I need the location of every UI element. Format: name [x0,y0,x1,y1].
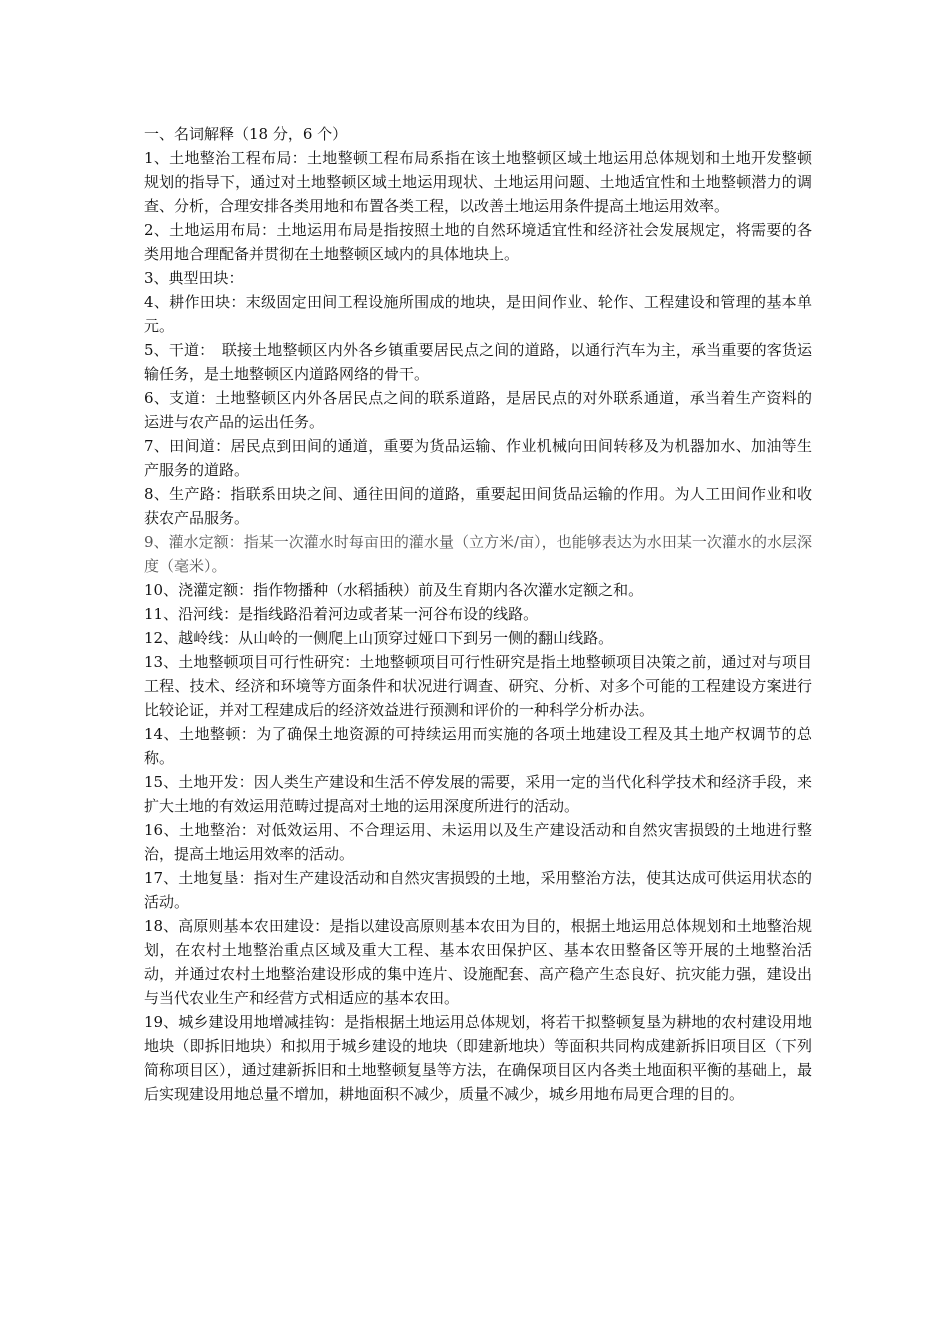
entry-number: 7、 [144,437,170,455]
entry-term: 田间道： [169,437,231,455]
entry-term: 灌水定额： [168,533,244,551]
entry-number: 3、 [144,269,169,287]
entry-term: 土地整顿项目可行性研究： [178,653,360,671]
entry-definition: 为了确保土地资源的可持续运用而实施的各项土地建设工程及其土地产权调节的总称。 [144,725,812,767]
definition-entry [144,266,812,290]
entry-number: 16、 [144,821,179,839]
entry-number: 1、 [144,149,170,167]
entry-number: 4、 [144,293,170,311]
entry-term: 生产路： [169,485,231,503]
entry-number: 2、 [144,221,170,239]
entry-definition: 是指以建设高原则基本农田为目的，根据土地运用总体规划和土地整治规划，在农村土地整治重点区域及重大工程、基本农田保护区、基本农田整备区等开展的土地整治活动，并通过农村土地整治建设形成的集中连片、设施配套、高产稳产生态良好、抗灾能力强，建设出与当代农业生产和经营方式相适应的基本农田。 [144,917,812,1007]
entry-term: 干道： [168,341,207,359]
entry-number: 15、 [144,773,179,791]
entry-term: 沿河线： [178,605,239,623]
entry-term: 土地复垦： [178,869,254,887]
definition-entry [144,818,812,866]
definition-entry [144,650,812,722]
entry-term: 典型田块： [168,269,244,287]
definition-entry [144,722,812,770]
entry-definition: 因人类生产建设和生活不停发展的需要，采用一定的当代化科学技术和经济手段，来扩大土地的有效运用范畴过提高对土地的运用深度所进行的活动。 [144,773,812,815]
definition-entry [144,914,812,1010]
entry-definition: 指联系田块之间、通往田间的道路，重要起田间货品运输的作用。为人工田间作业和收获农产品服务。 [144,485,812,527]
entry-number: 9、 [144,533,169,551]
entry-term: 城乡建设用地增减挂钩： [178,1013,345,1031]
definition-entry [144,434,812,482]
definition-entry [144,386,812,434]
entry-term: 土地整治： [179,821,257,839]
entry-definition: 从山岭的一侧爬上山顶穿过娅口下到另一侧的翻山线路。 [238,629,614,647]
entry-definition: 是指根据土地运用总体规划，将若干拟整顿复垦为耕地的农村建设用地地块（即拆旧地块）和拟用于城乡建设的地块（即建新地块）等面积共同构成建新拆旧项目区（下列简称项目区），通过建新拆旧和土地整顿复垦等方法，在确保项目区内各类土地面积平衡的基础上，最后实现建设用地总量不增加，耕地面积不减少，质量不减少，城乡用地布局更合理的目的。 [144,1013,812,1103]
entry-definition: 土地运用布局是指按照土地的自然环境适宜性和经济社会发展规定，将需要的各类用地合理配备并贯彻在土地整顿区域内的具体地块上。 [144,221,812,263]
definition-entry [144,218,812,266]
definition-entry [144,578,812,602]
entry-term: 耕作田块： [169,293,246,311]
entry-definition: 指对生产建设活动和自然灾害损毁的土地，采用整治方法，使其达成可供运用状态的活动。 [144,869,812,911]
entry-definition: 指作物播种（水稻插秧）前及生育期内各次灌水定额之和。 [253,581,644,599]
definition-entry [144,530,812,578]
entry-number: 19、 [144,1013,179,1031]
entry-definition: 指某一次灌水时每亩田的灌水量（立方米/亩），也能够表达为水田某一次灌水的水层深度（毫米）。 [144,533,812,575]
definition-entry [144,146,812,218]
entry-term: 高原则基本农田建设： [178,917,330,935]
entry-number: 5、 [144,341,169,359]
definition-entry [144,770,812,818]
entry-term: 支道： [169,389,216,407]
entry-definition: 对低效运用、不合理运用、未运用以及生产建设活动和自然灾害损毁的土地进行整治，提高土地运用效率的活动。 [144,821,812,863]
definition-entry [144,602,812,626]
definition-entry [144,866,812,914]
entry-term: 土地整顿： [179,725,257,743]
entry-definition: 土地整顿项目可行性研究是指土地整顿项目决策之前，通过对与项目工程、技术、经济和环境等方面条件和状况进行调查、研究、分析、对多个可能的工程建设方案进行比较论证，并对工程建成后的经济效益进行预测和评价的一种科学分析办法。 [144,653,812,719]
entry-number: 14、 [144,725,179,743]
entry-number: 6、 [144,389,170,407]
entry-number: 12、 [144,629,179,647]
entry-definition: 居民点到田间的通道，重要为货品运输、作业机械向田间转移及为机器加水、加油等生产服务的道路。 [144,437,812,479]
definition-entry [144,290,812,338]
definition-entry [144,626,812,650]
definition-entry [144,482,812,530]
entry-term: 越岭线： [178,629,239,647]
entry-term: 土地整治工程布局： [169,149,307,167]
entry-definition: 土地整顿区内外各居民点之间的联系道路，是居民点的对外联系通道，承当着生产资料的运进与农产品的运出任务。 [144,389,812,431]
entry-term: 土地开发： [178,773,254,791]
definition-entry [144,1010,812,1106]
entry-number: 8、 [144,485,170,503]
entry-term: 浇灌定额： [178,581,254,599]
document-page [144,122,812,1106]
entry-number: 10、 [144,581,179,599]
entry-definition: 是指线路沿着河边或者某一河谷布设的线路。 [238,605,539,623]
entry-definition: 末级固定田间工程设施所围成的地块，是田间作业、轮作、工程建设和管理的基本单元。 [144,293,812,335]
definition-entry [144,338,812,386]
section-heading: 一、名词解释（18 分，6 个） [144,125,348,143]
entry-number: 11、 [144,605,179,623]
entry-definition: 联接土地整顿区内外各乡镇重要居民点之间的道路，以通行汽车为主，承当重要的客货运输任务，是土地整顿区内道路网络的骨干。 [144,341,812,383]
entry-term: 土地运用布局： [169,221,277,239]
definition-list [144,146,812,1106]
entry-number: 17、 [144,869,179,887]
entry-definition: 土地整顿工程布局系指在该土地整顿区域土地运用总体规划和土地开发整顿规划的指导下，通过对土地整顿区域土地运用现状、土地运用问题、土地适宜性和土地整顿潜力的调查、分析，合理安排各类用地和布置各类工程，以改善土地运用条件提高土地运用效率。 [144,149,812,215]
entry-number: 13、 [144,653,179,671]
entry-number: 18、 [144,917,179,935]
